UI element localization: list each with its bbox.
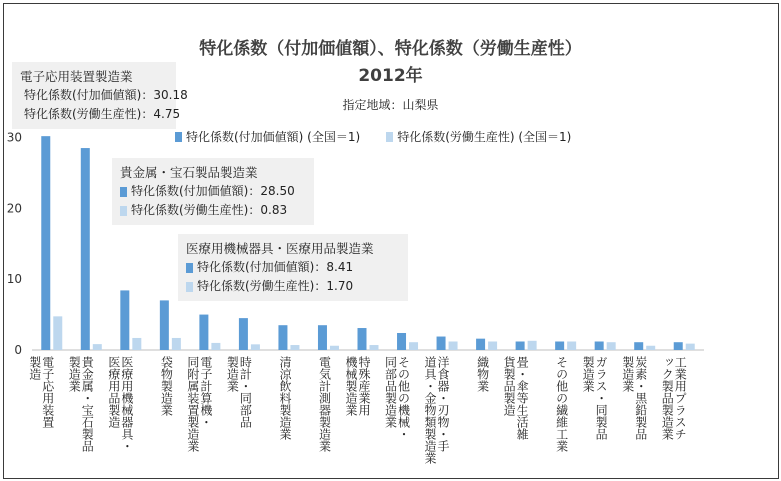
bar-value-added (81, 148, 90, 350)
x-tick-label: 織物業 (475, 356, 490, 392)
callout-value-added: 特化係数(付加価値額)：30.18 (24, 88, 188, 102)
bar-value-added (437, 337, 446, 350)
bar-value-added (41, 136, 50, 350)
x-tick-label: 電気計測器製造業 (317, 356, 332, 452)
bar-labor-productivity (132, 338, 141, 350)
x-tick-label: 洋食器・刃物・手 道具・金物類製造業 (423, 356, 451, 464)
bar-labor-productivity (409, 342, 418, 350)
x-tick-label: 貴金属・宝石製品 製造業 (67, 356, 95, 452)
bar-value-added (555, 341, 564, 350)
bar-labor-productivity (290, 345, 299, 350)
y-tick-label: 0 (14, 343, 22, 357)
callout-row-value-added (120, 182, 306, 201)
bar-labor-productivity (53, 316, 62, 350)
x-tick-label: その他の機械・ 同部品製造業 (383, 356, 411, 440)
bar-labor-productivity (686, 344, 695, 350)
bar-value-added (674, 342, 683, 350)
bar-value-added (160, 300, 169, 350)
callout-value-added: 特化係数(付加価値額)：28.50 (131, 184, 295, 198)
x-tick-label: 特殊産業用 機械製造業 (344, 356, 371, 416)
callout-value-added: 特化係数(付加価値額)：8.41 (197, 260, 354, 274)
bar-value-added (318, 325, 327, 350)
callout-title: 貴金属・宝石製品製造業 (120, 165, 258, 180)
x-tick-label: 畳・傘等生活雑 貨製品製造 (502, 356, 530, 440)
bar-value-added (278, 325, 287, 350)
y-tick-label: 20 (6, 201, 22, 216)
callout-title: 医療用機械器具・医療用品製造業 (186, 241, 374, 256)
bar-labor-productivity (646, 346, 655, 350)
callout-row-labor-productivity (186, 277, 400, 296)
callout-labor-productivity: 特化係数(労働生産性)：4.75 (24, 107, 181, 121)
callout-precious-metals (112, 158, 314, 225)
region-label: 指定地域：山梨県 (342, 98, 439, 112)
x-tick-label: 清涼飲料製造業 (277, 356, 292, 440)
bar-labor-productivity (251, 344, 260, 350)
callout-row-value-added (20, 86, 188, 105)
callout-row-value-added (186, 258, 400, 277)
bar-value-added (120, 290, 129, 350)
x-tick-label: 電子計算機・ 同附属装置製造業 (185, 356, 213, 452)
legend-label-labor-productivity: 特化係数(労働生産性) (全国＝1) (397, 130, 572, 144)
y-tick-label: 30 (6, 130, 22, 145)
bar-labor-productivity (567, 341, 576, 350)
bar-labor-productivity (488, 341, 497, 350)
callout-electronic-equipment (12, 62, 188, 129)
callout-row-labor-productivity (20, 105, 181, 124)
callout-labor-productivity: 特化係数(労働生産性)：1.70 (197, 279, 354, 293)
callout-title: 電子応用装置製造業 (20, 69, 133, 84)
callout-swatch-value-added (120, 187, 127, 197)
bar-labor-productivity (607, 342, 616, 350)
bar-value-added (358, 328, 367, 350)
bar-labor-productivity (211, 343, 220, 350)
legend-label-value-added: 特化係数(付加価値額) (全国＝1) (186, 130, 361, 144)
bar-labor-productivity (528, 341, 537, 350)
bar-value-added (516, 341, 525, 350)
bar-value-added (397, 333, 406, 350)
callout-swatch-labor-productivity (186, 282, 193, 292)
chart-title: 特化係数（付加価値額）、特化係数（労働生産性） (199, 39, 582, 59)
chart-subtitle: 2012年 (358, 66, 423, 86)
bar-labor-productivity (330, 346, 339, 350)
bar-labor-productivity (449, 341, 458, 350)
callout-row-labor-productivity (120, 201, 306, 220)
callout-swatch-labor-productivity (120, 206, 127, 216)
bar-value-added (199, 315, 208, 350)
x-tick-label: 医療用機械器具・ 医療用品製造 (106, 356, 134, 452)
callout-medical-equipment (178, 234, 408, 301)
bar-value-added (595, 341, 604, 350)
x-tick-label: 時計・同部品 製造業 (225, 356, 253, 428)
x-tick-label: ガラス・同製品 製造業 (581, 356, 609, 440)
x-tick-label: 袋物製造業 (159, 356, 174, 416)
bar-value-added (634, 342, 643, 350)
callout-labor-productivity: 特化係数(労働生産性)：0.83 (131, 203, 288, 217)
y-tick-label: 10 (6, 272, 22, 287)
x-tick-label: その他の繊維工業 (554, 356, 569, 452)
bar-value-added (239, 318, 248, 350)
x-tick-label: 工業用プラスチ ック製品製造業 (660, 356, 688, 440)
x-tick-label: 電子応用装置 製造 (27, 356, 55, 428)
callout-swatch-value-added (186, 263, 193, 273)
bar-labor-productivity (172, 338, 181, 350)
bar-labor-productivity (93, 344, 102, 350)
bar-value-added (476, 339, 485, 350)
x-tick-label: 炭素・黒鉛製品 製造業 (620, 356, 648, 440)
bar-labor-productivity (370, 345, 379, 350)
